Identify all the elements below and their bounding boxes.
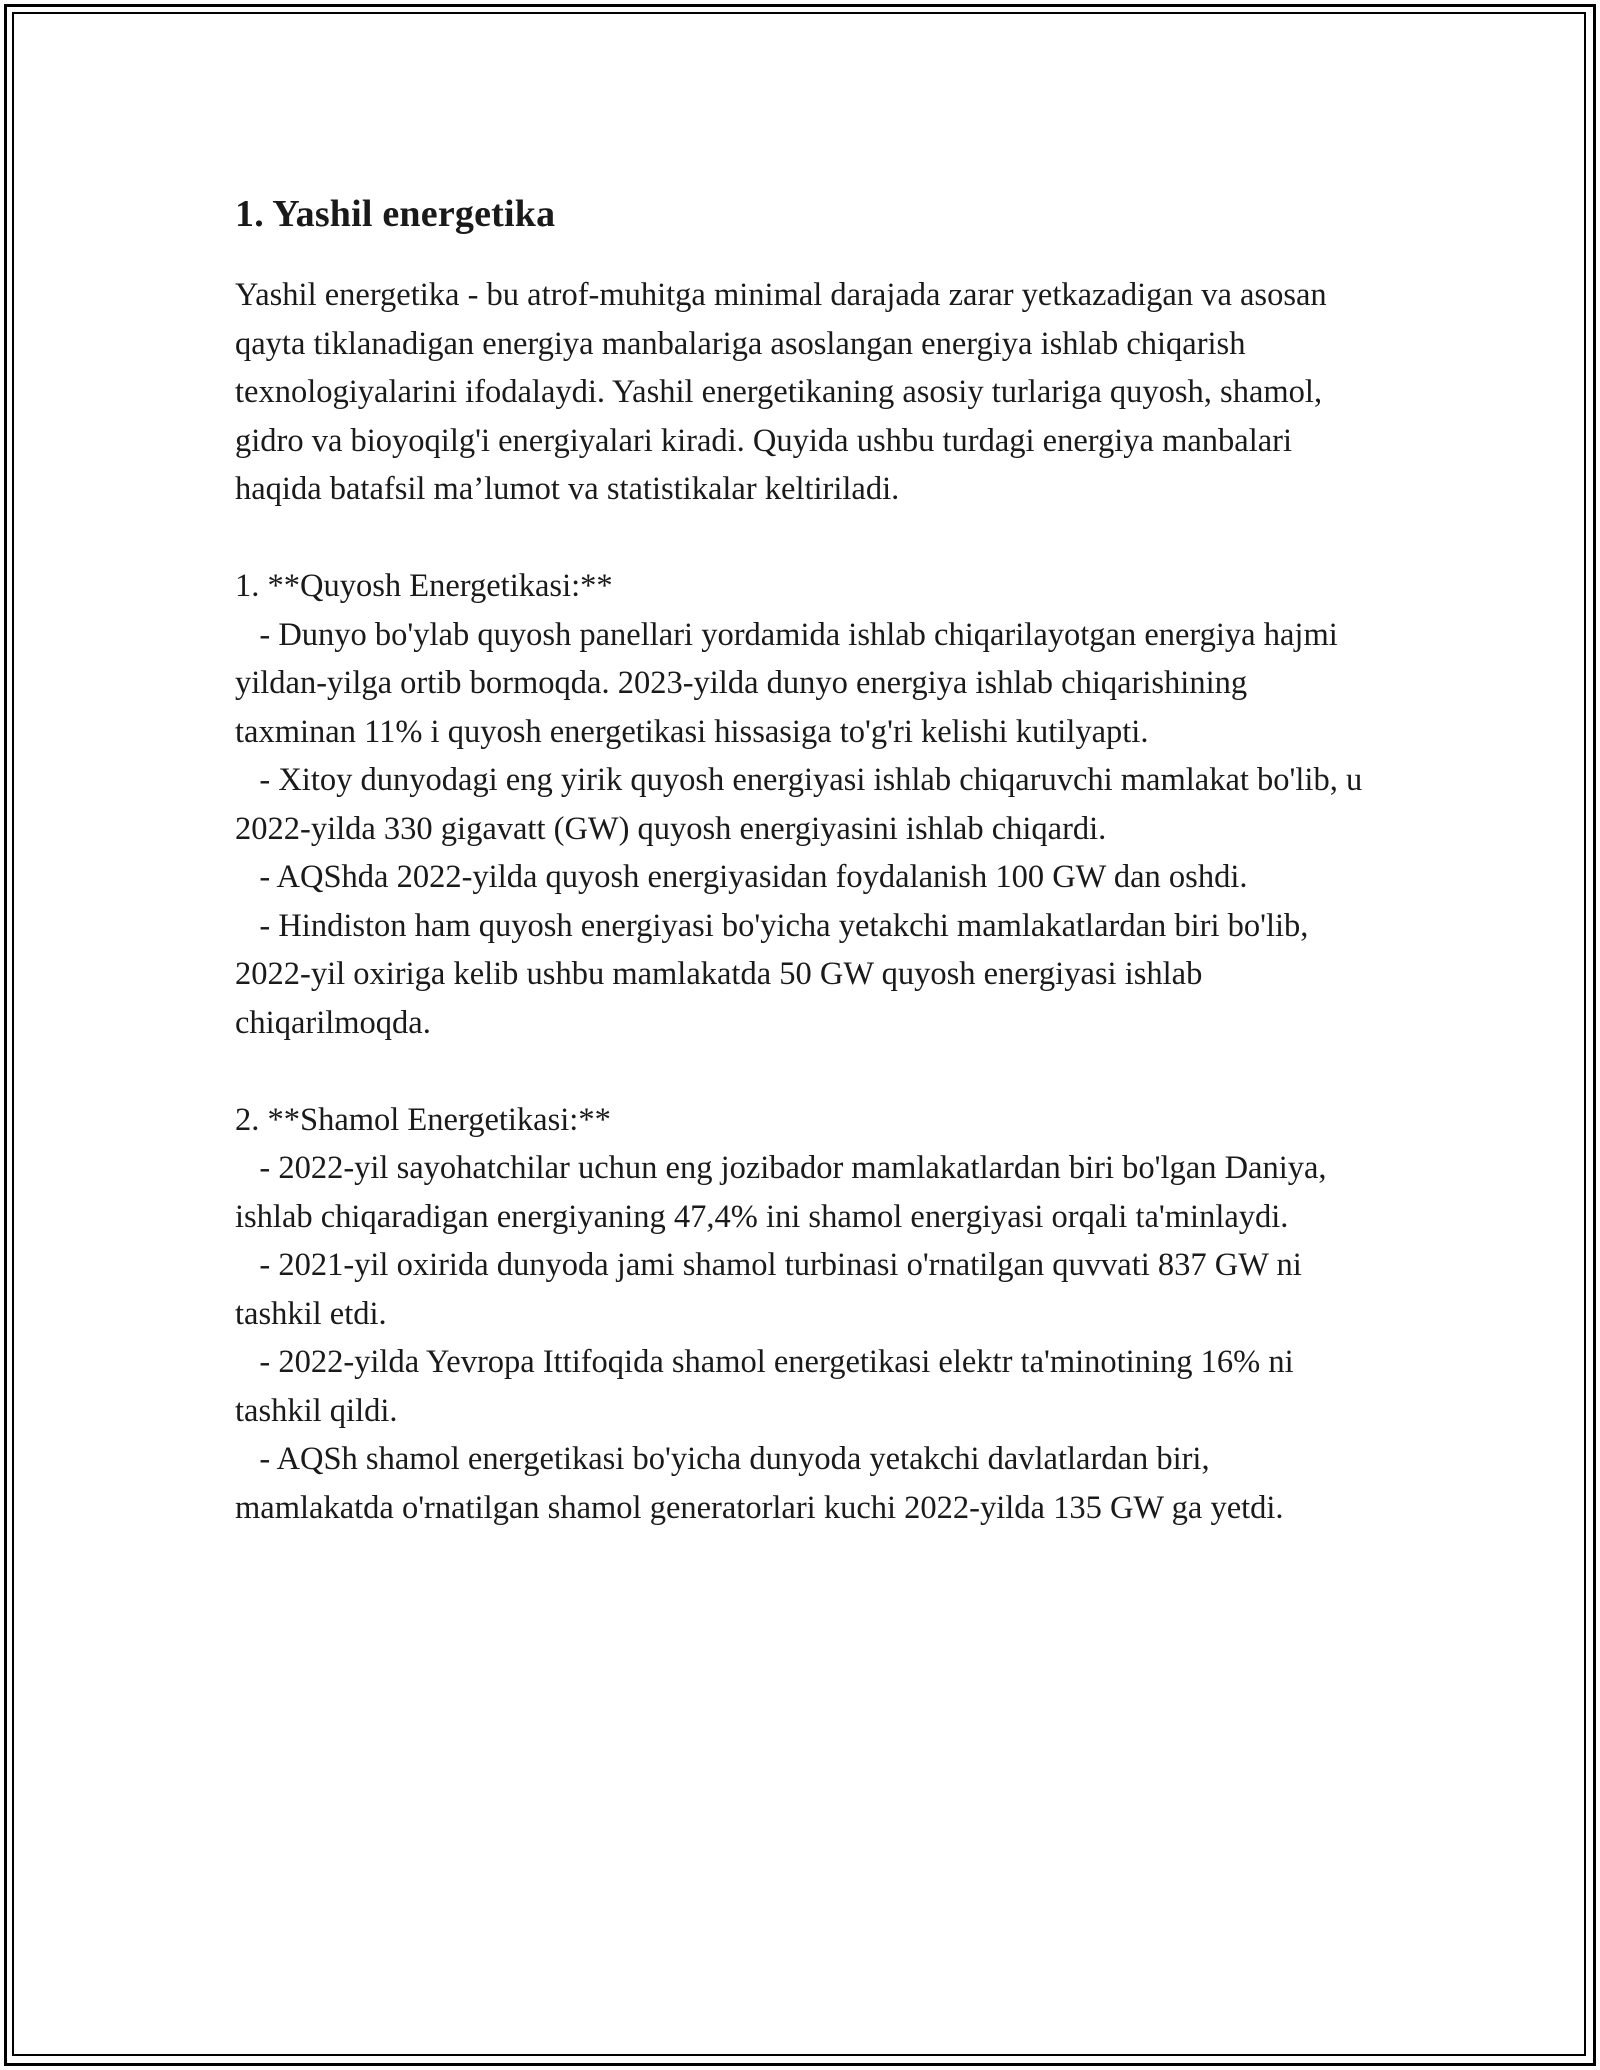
section-heading-solar: 1. **Quyosh Energetikasi:** xyxy=(235,568,613,604)
wind-item: - AQSh shamol energetikasi bo'yicha dunyoda yetakchi davlatlardan biri, mamlakatda o'rnatilgan shamol generatorlari kuchi 2022-yilda 135 GW ga yetdi. xyxy=(235,1441,1284,1526)
wind-item: - 2022-yilda Yevropa Ittifoqida shamol energetikasi elektr ta'minotining 16% ni tashkil qildi. xyxy=(235,1344,1302,1429)
solar-item: - AQShda 2022-yilda quyosh energiyasidan foydalanish 100 GW dan oshdi. xyxy=(235,859,1248,895)
paragraph-spacer xyxy=(235,514,1375,563)
solar-item: - Xitoy dunyodagi eng yirik quyosh energiyasi ishlab chiqaruvchi mamlakat bo'lib, u 2022-yilda 330 gigavatt (GW) quyosh energiyasini ishlab chiqardi. xyxy=(235,762,1371,847)
wind-item: - 2021-yil oxirida dunyoda jami shamol turbinasi o'rnatilgan quvvati 837 GW ni tashkil etdi. xyxy=(235,1247,1310,1332)
solar-item: - Dunyo bo'ylab quyosh panellari yordamida ishlab chiqarilayotgan energiya hajmi yildan-yilga ortib bormoqda. 2023-yilda dunyo energiya ishlab chiqarishining taxminan 11% i quyosh energetikasi hissasiga to'g'ri kelishi kutilyapti. xyxy=(235,616,1346,750)
document-title: 1. Yashil energetika xyxy=(235,193,556,235)
document-body xyxy=(235,185,1375,1532)
paragraph-spacer xyxy=(235,1047,1375,1096)
section-heading-wind: 2. **Shamol Energetikasi:** xyxy=(235,1101,611,1138)
intro-paragraph: Yashil energetika - bu atrof-muhitga minimal darajada zarar yetkazadigan va asosan qayta tiklanadigan energiya manbalariga asoslangan energiya ishlab chiqarish texnologiyalarini ifodalaydi. Yashil energetikaning asosiy turlariga quyosh, shamol, gidro va bioyoqilg'i energiyalari kiradi. Quyida ushbu turdagi energiya manbalari haqida batafsil ma’lumot va statistikalar keltiriladi. xyxy=(235,277,1335,507)
solar-item: - Hindiston ham quyosh energiyasi bo'yicha yetakchi mamlakatlardan biri bo'lib, 2022-yil oxiriga kelib ushbu mamlakatda 50 GW quyosh energiyasi ishlab chiqarilmoqda. xyxy=(235,907,1317,1041)
wind-item: - 2022-yil sayohatchilar uchun eng jozibador mamlakatlardan biri bo'lgan Daniya, ishlab chiqaradigan energiyaning 47,4% ini shamol energiyasi orqali ta'minlaydi. xyxy=(235,1150,1335,1235)
